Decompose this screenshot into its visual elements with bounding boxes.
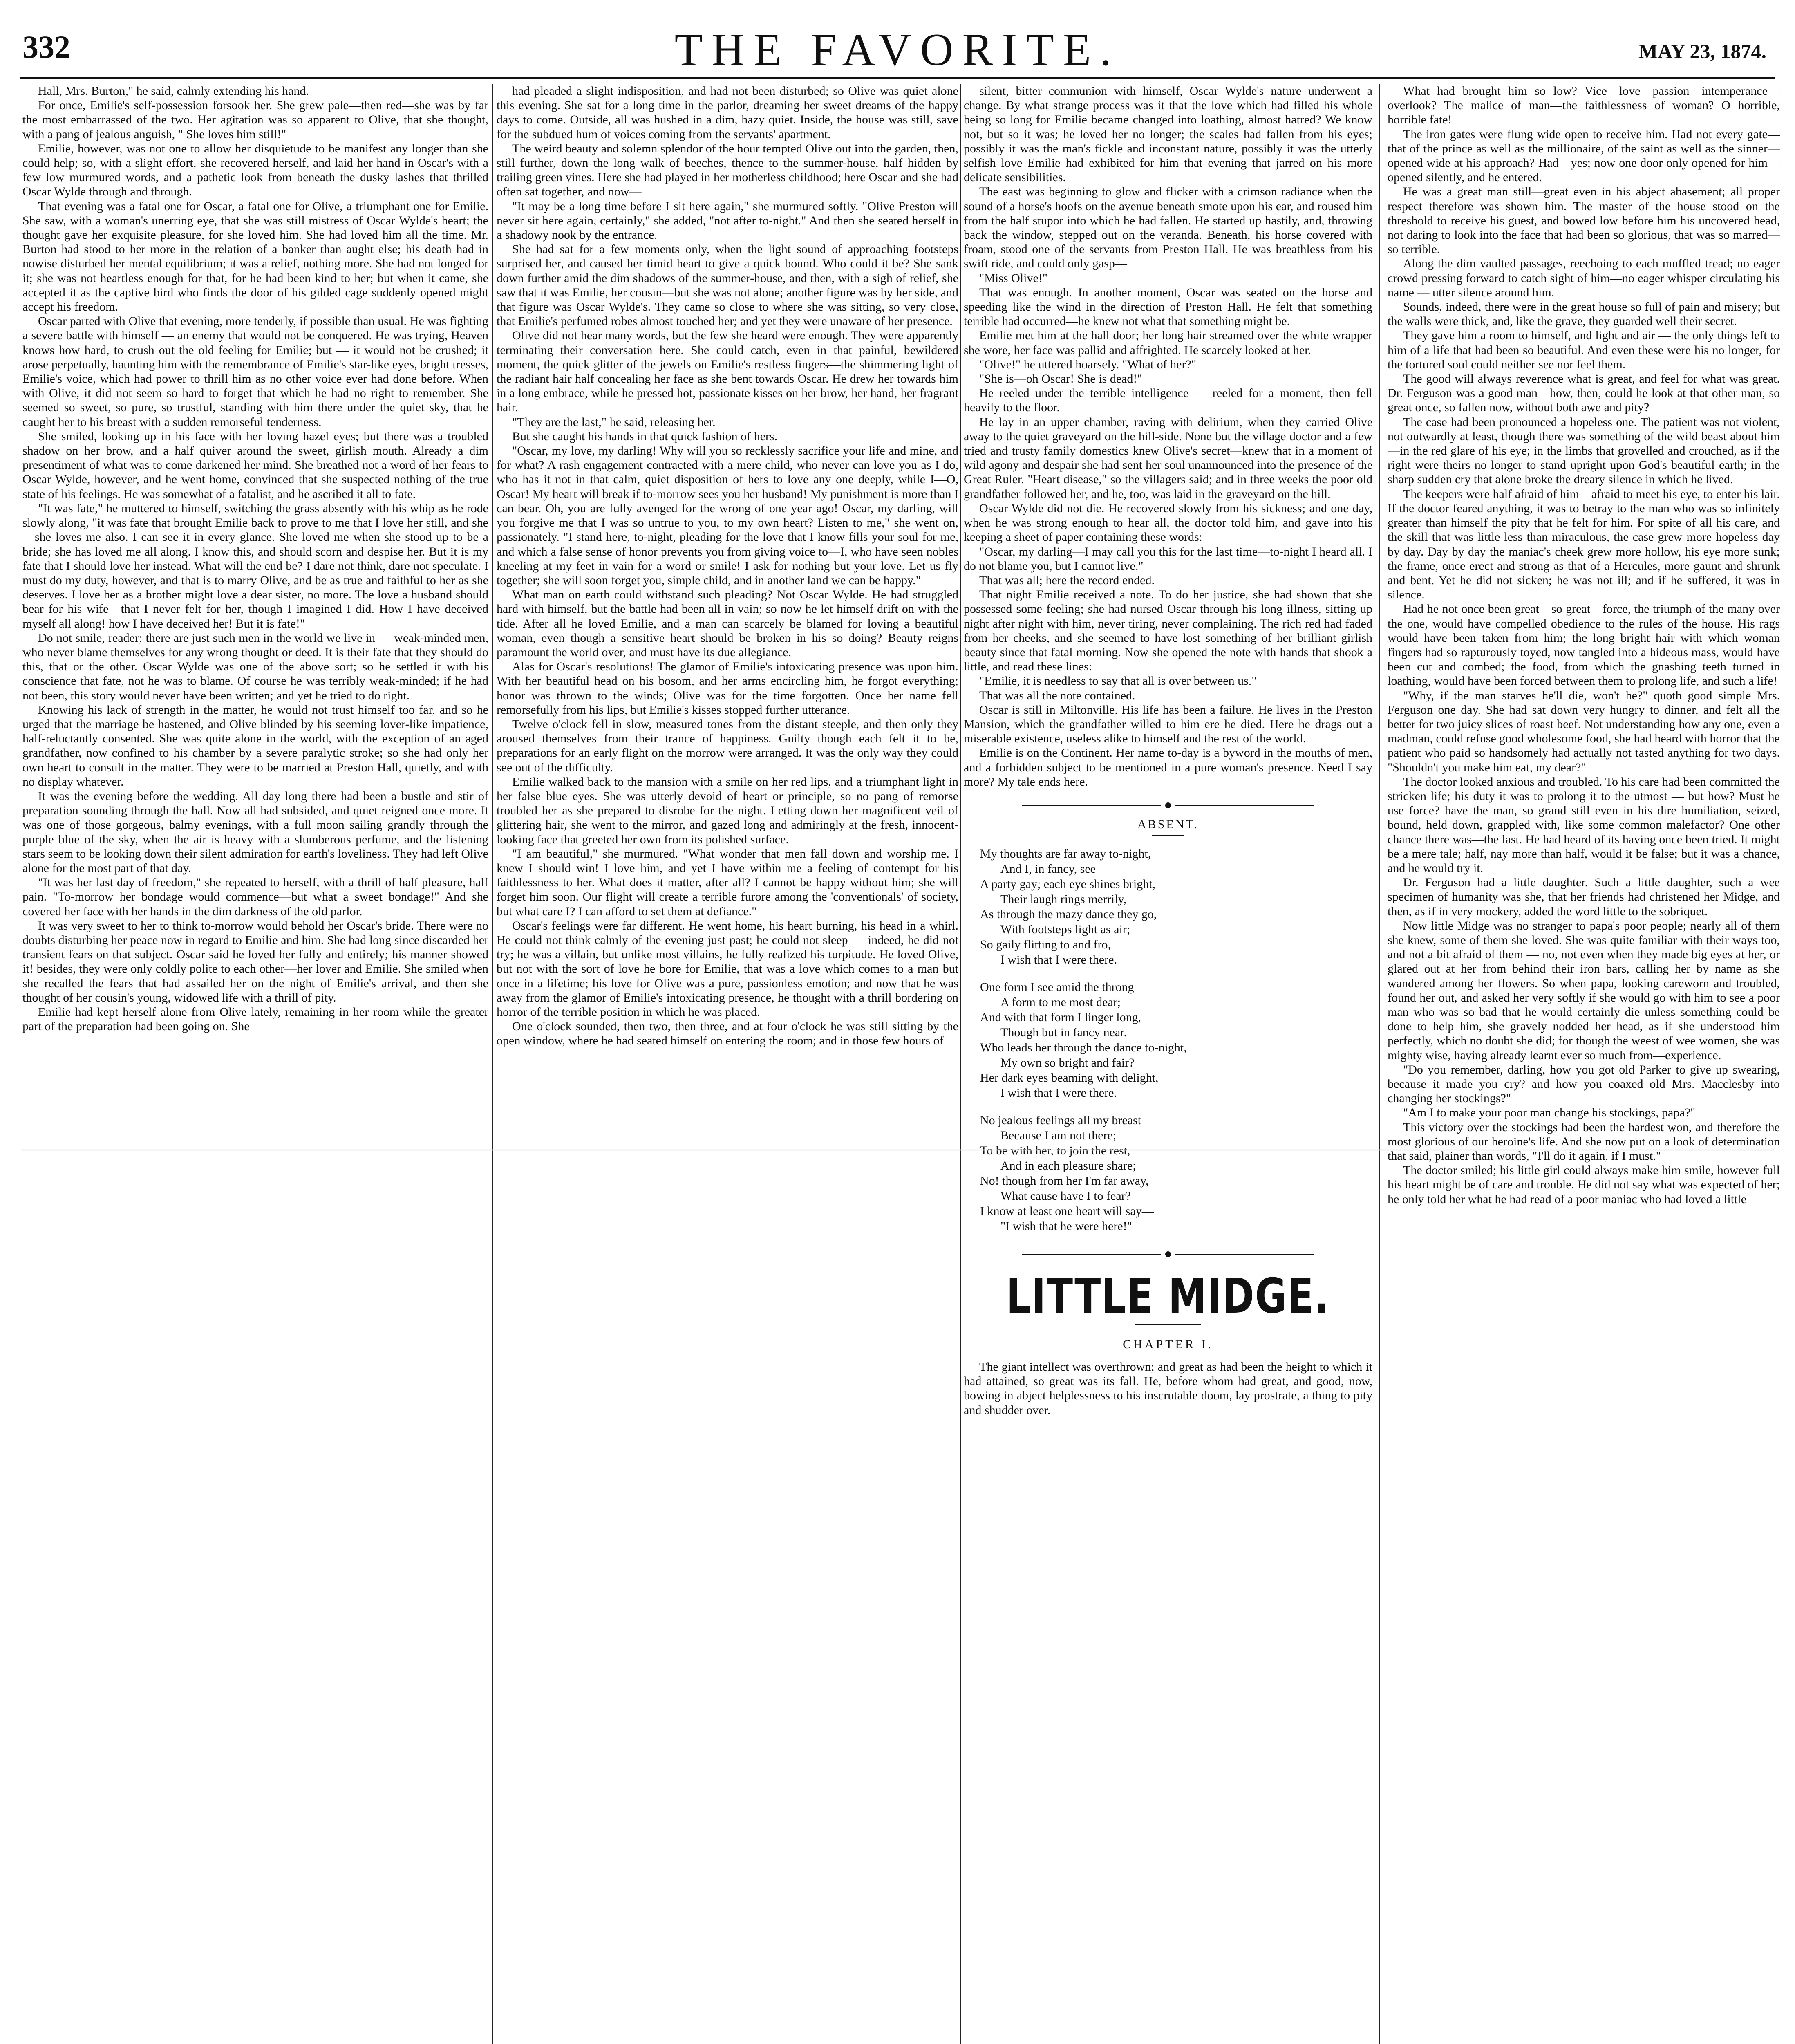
- poem-line: And in each pleasure share;: [1000, 1159, 1136, 1173]
- poem-line: My thoughts are far away to-night,: [980, 847, 1151, 861]
- issue-date: MAY 23, 1874.: [1638, 40, 1766, 63]
- page-fold: [21, 1149, 1774, 1151]
- poem-line: My own so bright and fair?: [1000, 1056, 1135, 1070]
- column-divider: [492, 84, 493, 2044]
- paragraph: That was all the note contained.: [979, 688, 1135, 702]
- paragraph: Had he not once been great—so great—force, the triumph of the many over the one, would have compelled obedience to the rules of the house. His rags would have been taken from him; the long bright hair with which woman fingers had so rapturously toyed, now tangled into a hideous mass, would have been cut and combed; the food, from which the gnashing teeth turned in loathing, would have been forced between them to prolong life, and such a life!: [1388, 602, 1780, 688]
- paragraph: They gave him a room to himself, and light and air — the only things left to him of a life that had been so beautiful. And even these were his no longer, for the tortured soul could neither see nor feel them.: [1388, 329, 1780, 371]
- paragraph: It was very sweet to her to think to-morrow would behold her Oscar's bride. There were no doubts disturbing her peace now in regard to Emilie and him. She had long since discarded her transient fears on that subject. Oscar said he loved her fully and entirely; his manner showed it! besides, they were only coldly polite to each other—her lover and Emilie. She smiled when she recalled the fears that had assailed her on the night of Emilie's arrival, and then she thought of her cousin's young, widowed life with a thrill of pity.: [22, 919, 488, 1004]
- poem-line: Because I am not there;: [1000, 1129, 1117, 1143]
- poem-stanza: [964, 846, 1372, 967]
- paragraph: Twelve o'clock fell in slow, measured tones from the distant steeple, and then only they aroused themselves from their trance of happiness. Guilty though each felt it to be, preparations for an early flight on the morrow were arranged. It was the only way they could see out of the difficulty.: [497, 717, 958, 774]
- paragraph: Emilie met him at the hall door; her long hair streamed over the white wrapper she wore, her face was pallid and affrighted. He scarcely looked at her.: [964, 329, 1372, 357]
- poem-line: So gaily flitting to and fro,: [980, 938, 1111, 952]
- poem-line: One form I see amid the throng—: [980, 980, 1146, 994]
- paragraph: Alas for Oscar's resolutions! The glamor of Emilie's intoxicating presence was upon him. With her beautiful head on his bosom, and her arms encircling him, he forgot everything; honor was thrown to the winds; Olive was for the time forgotten. Once her name fell remorsefully from his lips, but Emilie's kisses stopped further utterance.: [497, 660, 958, 717]
- column-divider: [960, 84, 961, 2044]
- masthead-rule: [20, 77, 1775, 79]
- paragraph: Oscar is still in Miltonville. His life has been a failure. He lives in the Preston Mansion, which the grandfather willed to him ere he died. Here he drags out a miserable existence, useless alike to himself and the rest of the world.: [964, 703, 1372, 746]
- paragraph: Now little Midge was no stranger to papa's poor people; nearly all of them she knew, some of them she loved. She was quite familiar with their ways too, and not a bit afraid of them — no, not even when they made big eyes at her, or glared out at her from behind their iron bars, calling her by name as she wandered among her flowers. So when papa, looking careworn and troubled, found her out, and asked her very softly if she would go with him to see a poor man who was so bad that he would certainly die unless something could be done to help him, she gravely nodded her head, as if she understood him perfectly, which no doubt she did; for though the weest of wee women, she was mighty wise, having already learnt ever so much from—experience.: [1388, 919, 1780, 1062]
- paragraph: The keepers were half afraid of him—afraid to meet his eye, to enter his lair. If the doctor feared anything, it was to betray to the man who was so infinitely greater than himself the pity that he felt for him. For spite of all his care, and the skill that was little less than miraculous, the case grew more hopeless day by day. Day by day the maniac's cheek grew more hollow, his eye more sunk; the frame, once erect and strong as that of a Hercules, more gaunt and shrunk and bent. Yet he did not sicken; he was not ill; and if he suffered, it was in silence.: [1388, 487, 1780, 602]
- column-3: [964, 84, 1372, 2044]
- paragraph: But she caught his hands in that quick fashion of hers.: [512, 429, 778, 443]
- paragraph: Oscar parted with Olive that evening, more tenderly, if possible than usual. He was fighting a severe battle with himself — an enemy that would not be conquered. He was trying, Heaven knows how hard, to crush out the old feeling for Emilie; but — it would not be crushed; it arose perpetually, haunting him with the remembrance of Emilie's star-like eyes, bright tresses, Emilie's voice, which had power to thrill him as no other voice ever had done before. When with Olive, it did not seem so hard to forget that which he had no right to remember. She seemed so sweet, so pure, so trustful, standing with him there under the quiet sky, that he caught her to his breast with a sudden remorseful tenderness.: [22, 314, 488, 429]
- paragraph: "Oscar, my darling—I may call you this for the last time—to-night I heard all. I do not blame you, but I cannot live.": [964, 545, 1372, 573]
- paragraph: "She is—oh Oscar! She is dead!": [979, 372, 1142, 386]
- section-ornament: [964, 797, 1372, 811]
- paragraph: He reeled under the terrible intelligence — reeled for a moment, then fell heavily to the floor.: [964, 386, 1372, 415]
- paragraph: "Miss Olive!": [979, 271, 1047, 285]
- paragraph: What man on earth could withstand such pleading? Not Oscar Wylde. He had struggled hard with himself, but the battle had been all in vain; so now he let himself drift on with the tide. After all he loved Emilie, and a man can scarcely be blamed for loving a beautiful woman, even though a sensitive heart should be broken in his so doing? Beauty reigns paramount the world over, and must have its due allegiance.: [497, 588, 958, 659]
- paragraph: What had brought him so low? Vice—love—passion—intemperance—overlook? The malice of man—the faithlessness of woman? O horrible, horrible fate!: [1388, 84, 1780, 127]
- paragraph: The iron gates were flung wide open to receive him. Had not every gate—that of the prince as well as the millionaire, of the saint as well as the sinner—opened wide at his approach? Had—yes; now one door only opened for him—opened silently, and he entered.: [1388, 127, 1780, 184]
- paragraph: It was the evening before the wedding. All day long there had been a bustle and stir of preparation sounding through the hall. Now all had subsided, and quiet reigned once more. It was one of those gorgeous, balmy evenings, with a full moon sailing grandly through the purple blue of the sky, when the air is heavy with a slumberous perfume, and the listening stars seem to be looking down their silent admiration for earth's loveliness. They had left Olive alone for the most part of that day.: [22, 789, 488, 875]
- paragraph: Along the dim vaulted passages, reechoing to each muffled tread; no eager crowd pressing forward to catch sight of him—no eager whisper circulating his name — utter silence around him.: [1388, 257, 1780, 299]
- page-number: 332: [22, 29, 70, 65]
- poem-line: Who leads her through the dance to-night,: [980, 1041, 1187, 1055]
- paragraph: Emilie is on the Continent. Her name to-day is a byword in the mouths of men, and a forbidden subject to be mentioned in a pure woman's presence. Need I say more? My tale ends here.: [964, 746, 1372, 789]
- paragraph: Oscar's feelings were far different. He went home, his heart burning, his head in a whirl. He could not think calmly of the evening just past; he could not sleep — indeed, he did not try; he was a villain, but unlike most villains, he fully realized his turpitude. He loved Olive, but not with the sort of love he bore for Emilie, that was a love which comes to a man but once in a lifetime; his love for Olive was a pure, passionless emotion; and now that he was away from the glamor of Emilie's intoxicating presence, he thought with a thrill bordering on horror of the terrible position in which he was placed.: [497, 919, 958, 1019]
- paragraph: "Oscar, my love, my darling! Why will you so recklessly sacrifice your life and mine, and for what? A rash engagement contracted with a mere child, who never can love you as I do, who has it not in that calm, quiet disposition of hers to love any one deeply, while I—O, Oscar! My heart will break if to-morrow sees you her husband! My punishment is more than I can bear. Oh, you are fully avenged for the wrong of one year ago! Oscar, my darling, will you forgive me that I was so untrue to you, to my own heart? Listen to me," she went on, passionately. "I stand here, to-night, pleading for the love that I know fills your soul for me, and which a false sense of honor prevents you from giving voice to—I, who have seen nobles kneeling at my feet in vain for a word or smile! I ask for nothing but your love. Let us fly together; she will soon forget you, simple child, and in another land we can be happy.": [497, 444, 958, 587]
- paragraph: For once, Emilie's self-possession forsook her. She grew pale—then red—she was by far the most embarrassed of the two. Her agitation was so apparent to Olive, that she thought, with a pang of jealous anguish, " She loves him still!": [22, 99, 488, 141]
- paragraph: That evening was a fatal one for Oscar, a fatal one for Olive, a triumphant one for Emilie. She saw, with a woman's unerring eye, that she was still mistress of Oscar Wylde's heart; the thought gave her exquisite pleasure, for she loved him. She had loved him all the time. Mr. Burton had stood to her more in the relation of a banker than aught else; his death had in nowise disturbed her mental equilibrium; it was a relief, nothing more. She had not longed for it; she was not heartless enough for that, for he had been kind to her; but when it came, she accepted it as the captive bird who finds the door of his gilded cage suddenly opened might accept his freedom.: [22, 199, 488, 314]
- poem-line: A form to me most dear;: [1000, 995, 1121, 1009]
- column-divider: [1379, 84, 1380, 2044]
- poem-line: Though but in fancy near.: [1000, 1026, 1127, 1040]
- paragraph: "Emilie, it is needless to say that all is over between us.": [979, 674, 1257, 688]
- story-conclusion: [964, 84, 1372, 789]
- paragraph: Emilie, however, was not one to allow her disquietude to be manifest any longer than she could help; so, with a slight effort, she recovered herself, and laid her hand in Oscar's with a few low murmured words, and a pathetic look from beneath the dusky lashes that thrilled Oscar Wylde through and through.: [22, 141, 488, 199]
- poem-line: And with that form I linger long,: [980, 1011, 1141, 1024]
- poem-line: Her dark eyes beaming with delight,: [980, 1071, 1159, 1085]
- paragraph: Dr. Ferguson had a little daughter. Such a little daughter, such a wee specimen of humanity was she, that her friends had christened her Midge, and then, as if in very mockery, added the word little to the sobriquet.: [1388, 876, 1780, 918]
- paragraph: "It was her last day of freedom," she repeated to herself, with a thrill of half pleasure, half pain. "To-morrow her bondage would commence—but what a sweet bondage!" And she covered her face with her hands in the dim darkness of the old parlor.: [22, 876, 488, 918]
- paragraph: "Am I to make your poor man change his stockings, papa?": [1403, 1106, 1696, 1120]
- paragraph: Do not smile, reader; there are just such men in the world we live in — weak-minded men, who never blame themselves for any wrong thought or deed. It is their fate that they should do this, that or the other. Oscar Wylde was one of the above sort; so he settled it with his conscience that fate, not he was to blame. Of course he was terribly weak-minded; if he had not been, this story would never have been written; and yet he tried to do right.: [22, 631, 488, 702]
- paragraph: The east was beginning to glow and flicker with a crimson radiance when the sound of a horse's hoofs on the avenue beneath smote upon his ear, and roused him from the half stupor into which he had fallen. He started up hastily, and, throwing back the window, stepped out on the veranda. Beneath, his horse covered with froam, stood one of the servants from Preston Hall. He was breathless from his swift ride, and could only gasp—: [964, 185, 1372, 271]
- poem-line: Their laugh rings merrily,: [1000, 892, 1126, 906]
- paragraph: That was enough. In another moment, Oscar was seated on the horse and speeding like the wind in the direction of Preston Hall. He felt that something terrible had occurred—he knew not what that something might be.: [964, 285, 1372, 328]
- paragraph: The giant intellect was overthrown; and great as had been the height to which it had attained, so great was its fall. He, before whom had great, and good, now, bowing in abject helplessness to his inscrutable doom, lay prostrate, a thing to pity and shudder over.: [964, 1360, 1372, 1417]
- paragraph: Sounds, indeed, there were in the great house so full of pain and misery; but the walls were thick, and, like the grave, they guarded well their secret.: [1388, 300, 1780, 328]
- poem-line: No jealous feelings all my breast: [980, 1114, 1141, 1127]
- poem-title: [964, 817, 1372, 836]
- paragraph: "Why, if the man starves he'll die, won't he?" quoth good simple Mrs. Ferguson one day. She had sat down very hungry to dinner, and felt all the better for two juicy slices of roast beef. Not understanding how any one, even a madman, could refuse good wholesome food, she had heard with horror that the patient who paid so handsomely had actually not tasted anything for two days. "Shouldn't you make him eat, my dear?": [1388, 688, 1780, 774]
- poem-line: To be with her, to join the rest,: [980, 1144, 1130, 1158]
- paragraph: "Do you remember, darling, how you got old Parker to give up swearing, because it made you cry? and how you coaxed old Mrs. Macclesby into changing her stockings?": [1388, 1062, 1780, 1105]
- chapter-heading: CHAPTER I.: [1123, 1337, 1213, 1351]
- section-ornament: [964, 1246, 1372, 1260]
- paragraph: "They are the last," he said, releasing her.: [512, 415, 716, 429]
- paragraph: That was all; here the record ended.: [979, 573, 1155, 587]
- poem-line: And I, in fancy, see: [1000, 862, 1096, 876]
- paragraph: The case had been pronounced a hopeless one. The patient was not violent, not outwardly at least, though there was something of the wild beast about him—in the red glare of his eye; in the limbs that grovelled and crouched, as if the right were theirs no longer to stand upright upon God's beautiful earth; in the sharp sudden cry that alone broke the dreary silence in which he lived.: [1388, 415, 1780, 486]
- poem-line: What cause have I to fear?: [1000, 1189, 1131, 1203]
- paragraph: Oscar Wylde did not die. He recovered slowly from his sickness; and one day, when he was strong enough to hear all, the doctor told him, and gave into his keeping a sheet of paper containing these words:—: [964, 501, 1372, 544]
- story-title: LITTLE MIDGE.: [1006, 1268, 1330, 1325]
- poem-line: I know at least one heart will say—: [980, 1204, 1154, 1218]
- paragraph: One o'clock sounded, then two, then three, and at four o'clock he was still sitting by the open window, where he had seated himself on entering the room; and in those few hours of: [497, 1020, 958, 1048]
- paragraph: This victory over the stockings had been the hardest won, and therefore the most glorious of our heroine's life. And she now put on a look of determination that said, plainer than words, "I'll do it again, if I must.": [1388, 1120, 1780, 1163]
- poem-line: "I wish that he were here!": [1000, 1219, 1132, 1233]
- paragraph: The weird beauty and solemn splendor of the hour tempted Olive out into the garden, then, still further, down the long walk of beeches, thence to the summer-house, half hidden by trailing green vines. Here she had played in her motherless childhood; here Oscar and she had often sat together, and now—: [497, 141, 958, 199]
- paragraph: She smiled, looking up in his face with her loving hazel eyes; but there was a troubled shadow on her brow, and a half quiver around the sweet, girlish mouth. Already a dim presentiment of what was to come darkened her mind. She breathed not a word of her fears to Oscar Wylde, however, and he went home, convinced that she suspected nothing of the true state of his feelings. He was somewhat of a fatalist, and he ascribed it all to fate.: [22, 429, 488, 501]
- story-opening: [964, 1360, 1372, 1417]
- poem-line: A party gay; each eye shines bright,: [980, 877, 1156, 891]
- paragraph: The doctor smiled; his little girl could always make him smile, however full his heart might be of care and trouble. He did not say what was expected of her; he only told her what he had read of a poor maniac who had loved a little: [1388, 1163, 1780, 1206]
- column-2: [497, 84, 958, 2044]
- paragraph: "It was fate," he muttered to himself, switching the grass absently with his whip as he rode slowly along, "it was fate that brought Emilie back to prove to me that I love her still, and she—she loves me also. I can see it in every glance. She loved me when she stood up to be a bride; she has loved me all along. I know this, and should scorn and despise her. But it is my fate that I should love her instead. What will the end be? I dare not think, dare not speculate. I must do my duty, however, and that is to marry Olive, and be as true and faithful to her as she deserves. I love her as a brother might love a dear sister, no more. The love a husband should bear for his wife—that I never felt for her, though I imagined I did. How I have deceived myself all along! how I have deceived her! But it is fate!": [22, 501, 488, 630]
- poem-line: I wish that I were there.: [1000, 953, 1117, 967]
- paragraph: That night Emilie received a note. To do her justice, she had shown that she possessed some feeling; she had nursed Oscar through his long illness, sitting up night after night with him, never tiring, never complaining. The rich red had faded from her cheeks, and she seemed to have lost something of her brilliant girlish beauty since that fatal morning. Now she opened the note with hands that shook a little, and read these lines:: [964, 588, 1372, 674]
- paragraph: The doctor looked anxious and troubled. To his care had been committed the stricken life; his duty it was to prolong it to the utmost — but how? Must he use force? have the man, so grand still even in his dire humiliation, seized, bound, held down, grappled with, like some common malefactor? One other chance there was—the last. He had heard of its having once been tried. It might be a mere tale; half, nay more than half, would it be false; but it was a chance, and he would try it.: [1388, 775, 1780, 875]
- paragraph: "I am beautiful," she murmured. "What wonder that men fall down and worship me. I knew I should win! I love him, and yet I have within me a feeling of contempt for his faithlessness to her. What does it matter, after all? I cannot be happy without him; she will forget him soon. Our flight will create a terrible furore among the 'conventionals' of society, but what care I? I can afford to set them at defiance.": [497, 847, 958, 918]
- paragraph: silent, bitter communion with himself, Oscar Wylde's nature underwent a change. By what strange process was it that the love which had filled his whole being so long for Emilie became changed into loathing, almost hatred? We know not, but so it was; he loved her no longer; the scales had fallen from his eyes; possibly it was the man's fickle and inconstant nature, possibly it was the utterly selfish love Emilie had exhibited for him that evening that jarred on his more delicate sensibilities.: [964, 84, 1372, 184]
- paragraph: Hall, Mrs. Burton," he said, calmly extending his hand.: [38, 84, 309, 98]
- poem-line: As through the mazy dance they go,: [980, 908, 1157, 921]
- column-4: [1388, 84, 1780, 2044]
- paragraph: He was a great man still—great even in his abject abasement; all proper respect therefore was shown him. The master of the house stood on the threshold to receive his guest, and bowed low before him his uncovered head, not daring to look into the face that had been so glorious, that was so marred—so terrible.: [1388, 185, 1780, 256]
- poem-line: No! though from her I'm far away,: [980, 1174, 1149, 1188]
- poem-line: With footsteps light as air;: [1000, 923, 1130, 937]
- column-1: [22, 84, 488, 2044]
- masthead-title: THE FAVORITE.: [674, 25, 1121, 75]
- paragraph: Emilie had kept herself alone from Olive lately, remaining in her room while the greater part of the preparation had been going on. She: [22, 1005, 488, 1033]
- paragraph: "It may be a long time before I sit here again," she murmured softly. "Olive Preston will never sit here again, certainly," she added, "not after to-night." And then she seated herself in a shadowy nook by the entrance.: [497, 199, 958, 242]
- paragraph: Emilie walked back to the mansion with a smile on her red lips, and a triumphant light in her false blue eyes. She was utterly devoid of heart or principle, so no pang of remorse troubled her as she prepared to disrobe for the night. Letting down her magnificent veil of glittering hair, she went to the mirror, and gazed long and admiringly at the fresh, innocent-looking face that greeted her own from its polished surface.: [497, 775, 958, 846]
- poem-stanza: [964, 1113, 1372, 1234]
- poem-title-text: ABSENT.: [1137, 818, 1199, 831]
- paragraph: The good will always reverence what is great, and feel for what was great. Dr. Ferguson was a good man—how, then, could he look at that other man, so great once, so fallen now, without both awe and pity?: [1388, 372, 1780, 415]
- poem-stanza: [964, 979, 1372, 1100]
- poem-body: [964, 846, 1372, 1234]
- paragraph: He lay in an upper chamber, raving with delirium, when they carried Olive away to the quiet graveyard on the hill-side. None but the village doctor and a few tried and trusty family domestics knew Olive's secret—knew that in a moment of wild agony and despair she had sent her soul unannounced into the presence of the Great Ruler. "Heart disease," so the villagers said; and in three weeks the poor old grandfather followed her, and he, too, was laid in the graveyard on the hill.: [964, 415, 1372, 501]
- paragraph: She had sat for a few moments only, when the light sound of approaching footsteps surprised her, and caused her timid heart to give a quick bound. Who could it be? She sank down further amid the dim shadows of the summer-house, and then, with a sigh of relief, she saw that it was Emilie, her cousin—but she was not alone; another figure was by her side, and that figure was Oscar Wylde's. They came so close to where she was sitting, so very close, that Emilie's perfumed robes almost touched her; and yet they were unaware of her presence.: [497, 242, 958, 328]
- paragraph: "Olive!" he uttered hoarsely. "What of her?": [979, 357, 1196, 371]
- paragraph: Knowing his lack of strength in the matter, he would not trust himself too far, and so he urged that the marriage be hastened, and Olive blinded by his seeming lover-like impatience, half-reluctantly consented. She was quite alone in the world, with the exception of an aged grandfather, now confined to his chamber by a severe paralytic stroke; so she had only her own heart to consult in the matter. They were to be married at Preston Hall, quietly, and with no display whatever.: [22, 703, 488, 789]
- paragraph: Olive did not hear many words, but the few she heard were enough. They were apparently terminating their conversation here. She could catch, even in that painful, bewildered moment, the quick glitter of the jewels on Emilie's restless fingers—the shimmering light of the radiant hair half concealing her face as she bent towards Oscar. He drew her towards him in a long embrace, while he pressed hot, passionate kisses on her brow, her hand, her fragrant hair.: [497, 329, 958, 415]
- paragraph: had pleaded a slight indisposition, and had not been disturbed; so Olive was quiet alone this evening. She sat for a long time in the parlor, dreaming her sweet dreams of the happy days to come. Outside, all was hushed in a dim, hazy quiet. Inside, the house was still, save for the subdued hum of voices coming from the servants' apartment.: [497, 84, 958, 141]
- poem-line: I wish that I were there.: [1000, 1086, 1117, 1100]
